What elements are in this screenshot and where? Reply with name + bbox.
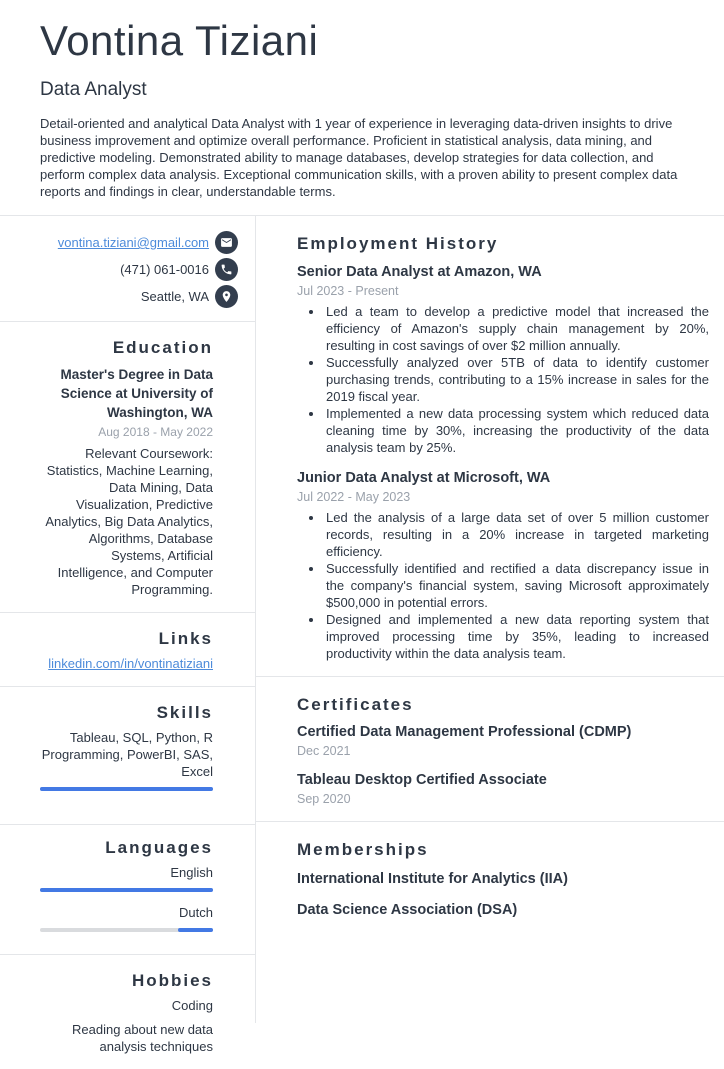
contact-email-row — [40, 231, 238, 254]
links-heading: Links — [158, 629, 213, 648]
membership-item — [297, 901, 709, 920]
education-degree: Master's Degree in Data Science at University of Washington, WA — [60, 367, 213, 420]
resume-header — [0, 0, 724, 216]
languages-heading: Languages — [105, 838, 213, 857]
job-bullet: • Led a team to develop a predictive model that increased the efficiency of Amazon's supply chain management by 20%, resulting in cost savings of over $2 million annually. — [324, 303, 709, 354]
education-heading: Education — [112, 338, 213, 357]
education-section — [0, 322, 255, 613]
hobbies-section — [0, 955, 255, 1069]
job-entry — [297, 263, 709, 456]
certificate-date: Sep 2020 — [297, 792, 351, 806]
links-section — [0, 613, 255, 687]
location-pin-icon — [215, 285, 238, 308]
education-dates: Aug 2018 - May 2022 — [98, 425, 213, 439]
phone-number: (471) 061-0016 — [120, 262, 209, 277]
hobbies-heading: Hobbies — [131, 971, 213, 990]
membership-title: Data Science Association (DSA) — [297, 902, 518, 918]
membership-title: International Institute for Analytics (IIA) — [297, 871, 568, 887]
language-label: English — [170, 865, 213, 880]
skill-list-text: Tableau, SQL, Python, R Programming, PowerBI, SAS, Excel — [41, 730, 213, 779]
education-description: Relevant Coursework: Statistics, Machine Learning, Data Mining, Data Visualization, Predictive Analytics, Big Data Analytics, Algorithms, Database Systems, Artificial Intelligence, and Computer Programming. — [45, 446, 213, 597]
certificate-title: Tableau Desktop Certified Associate — [297, 772, 547, 788]
job-entry — [297, 469, 709, 662]
languages-section — [0, 825, 255, 955]
job-title: Junior Data Analyst at Microsoft, WA — [297, 470, 551, 486]
language-level-fill — [40, 888, 213, 892]
memberships-heading: Memberships — [297, 840, 429, 859]
membership-item — [297, 870, 709, 889]
job-bullet: • Successfully analyzed over 5TB of data to identify customer purchasing trends, contributing to a 15% increase in sales for the 2019 fiscal year. — [324, 354, 709, 405]
skill-level-fill — [40, 787, 213, 791]
certificates-section — [256, 677, 724, 822]
candidate-name: Vontina Tiziani — [40, 17, 319, 64]
certificates-heading: Certificates — [297, 695, 414, 714]
skills-heading: Skills — [156, 703, 213, 722]
certificate-title: Certified Data Management Professional (CDMP) — [297, 724, 632, 740]
sidebar — [0, 216, 256, 1054]
job-bullet: • Led the analysis of a large data set of over 5 million customer records, resulting in a 20% increase in targeted marketing efficiency. — [324, 509, 709, 560]
content-columns — [0, 216, 724, 1054]
location-text: Seattle, WA — [140, 289, 209, 304]
certificate-date: Dec 2021 — [297, 744, 351, 758]
linkedin-link[interactable]: linkedin.com/in/vontinatiziani — [48, 656, 213, 671]
skill-level-bar — [40, 787, 213, 791]
phone-icon — [215, 258, 238, 281]
employment-heading: Employment History — [297, 234, 499, 253]
certificate-item — [297, 771, 709, 807]
job-title: Senior Data Analyst at Amazon, WA — [297, 264, 542, 280]
language-level-bar — [40, 888, 213, 892]
main-column — [256, 216, 724, 1023]
hobby-item: Coding — [171, 998, 213, 1013]
email-link[interactable]: vontina.tiziani@gmail.com — [57, 235, 209, 250]
candidate-job-title: Data Analyst — [40, 79, 147, 100]
memberships-section — [256, 822, 724, 934]
language-label: Dutch — [179, 905, 213, 920]
language-item — [40, 864, 213, 892]
job-bullet: • Implemented a new data processing system which reduced data cleaning time by 30%, increasing the productivity of the data analysis team by 25%. — [324, 405, 709, 456]
link-item — [40, 655, 213, 672]
job-bullet: • Successfully identified and rectified a data discrepancy issue in the company's financial system, saving Microsoft approximately $500,000 in potential errors. — [324, 560, 709, 611]
employment-section — [256, 216, 724, 677]
profile-summary: Detail-oriented and analytical Data Analyst with 1 year of experience in leveraging data-driven insights to drive business improvement and optimize overall performance. Proficient in statistical analysis, data mining, and predictive modeling. Demonstrated ability to manage databases, develop strategies for data collection, and perform complex data analysis. Exceptional communication skills, with a proven ability to present complex data reports and findings in clear, understandable terms. — [40, 116, 678, 199]
language-item — [40, 904, 213, 932]
contact-phone-row — [40, 258, 238, 281]
job-bullet-list — [297, 303, 709, 456]
email-icon — [215, 231, 238, 254]
contact-location-row — [40, 285, 238, 308]
language-level-fill — [178, 928, 213, 932]
skills-section — [0, 687, 255, 825]
hobby-item: Reading about new data analysis techniques — [72, 1022, 213, 1054]
job-dates: Jul 2023 - Present — [297, 284, 399, 298]
contact-section — [0, 216, 255, 322]
job-dates: Jul 2022 - May 2023 — [297, 490, 411, 504]
language-level-bar — [40, 928, 213, 932]
job-bullet: • Designed and implemented a new data reporting system that improved processing time by 35%, leading to increased productivity within the data analysis team. — [324, 611, 709, 662]
job-bullet-list — [297, 509, 709, 662]
certificate-item — [297, 723, 709, 759]
